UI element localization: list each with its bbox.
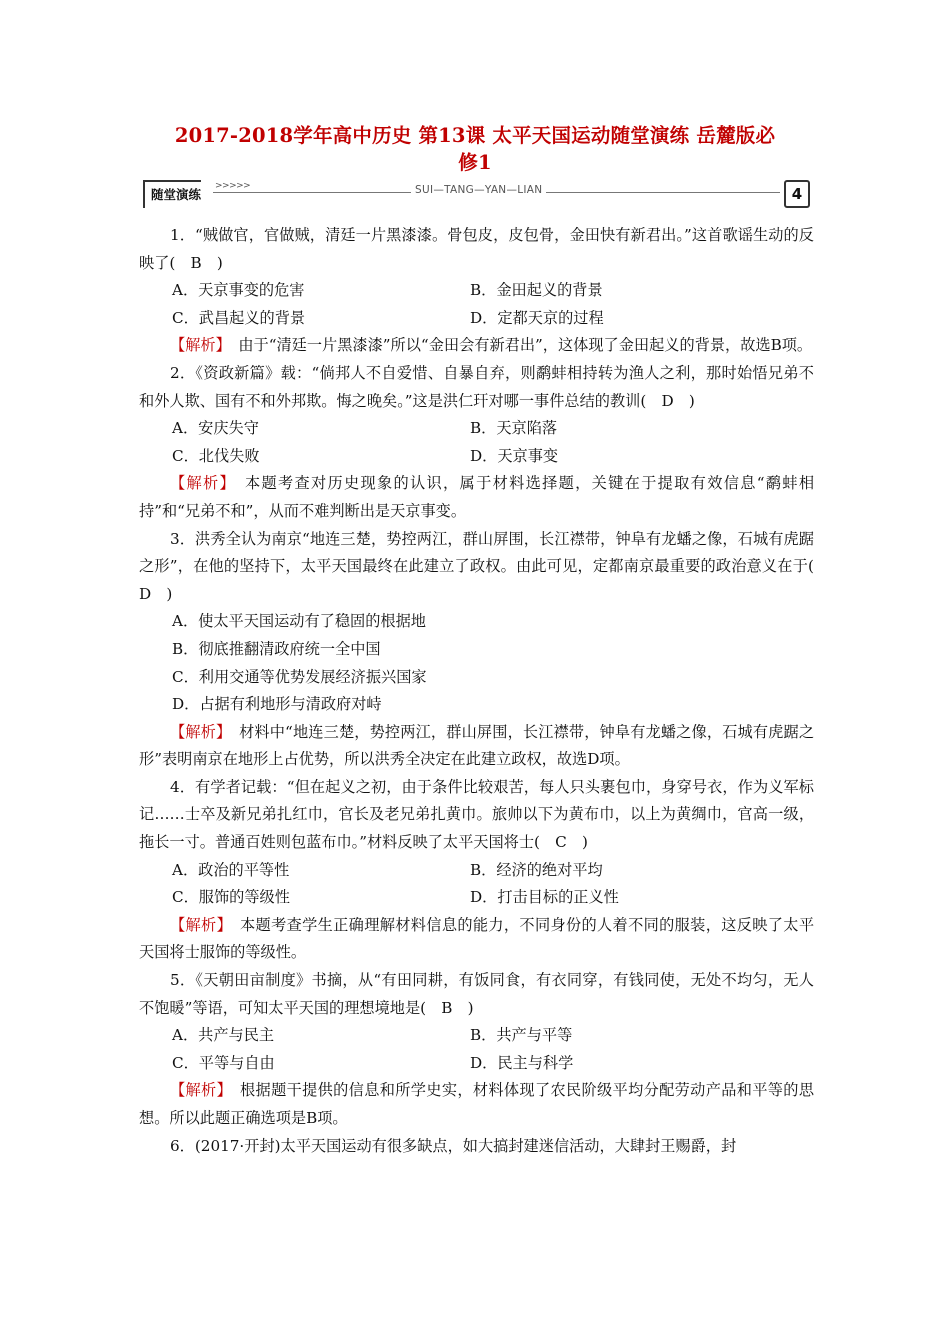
question-5-options-row-2	[139, 1050, 814, 1078]
question-4-options-row-2	[139, 884, 814, 912]
explanation-tag: 【解析】	[170, 474, 229, 493]
option-a: A．共产与民主	[172, 1026, 275, 1045]
question-2-stem: 2．《资政新篇》载：“倘邦人不自爱惜、自暴自弃，则鹬蚌相持转为渔人之利，那时始悟兄弟不和外人欺、国有不和外邦欺。悔之晚矣。”这是洪仁玕对哪一事件总结的教训( D )	[139, 363, 814, 410]
question-1-explanation	[139, 332, 814, 360]
explanation-text: 本题考查对历史现象的认识，属于材料选择题，关键在于提取有效信息“鹬蚌相持”和“兄弟不和”，从而不难判断出是天京事变。	[139, 474, 815, 520]
question-2-explanation	[139, 470, 814, 525]
explanation-text: 由于“清廷一片黑漆漆”所以“金田会有新君出”，这体现了金田起义的背景，故选B项。	[238, 336, 813, 355]
question-1-options-row-2	[139, 305, 814, 333]
document-title	[100, 122, 850, 176]
option-b: B．彻底推翻清政府统一全中国	[172, 639, 381, 658]
question-1-stem: 1．“贼做官，官做贼，清廷一片黑漆漆。骨包皮，皮包骨，金田快有新君出。”这首歌谣生动的反映了( B )	[139, 226, 814, 272]
banner-pinyin: SUI—TANG—YAN—LIAN	[411, 184, 546, 196]
title-line-1: 2017-2018学年高中历史 第13课 太平天国运动随堂演练 岳麓版必	[174, 124, 776, 147]
option-b: B．天京陷落	[470, 419, 558, 438]
question-6-stem: 6．(2017·开封)太平天国运动有很多缺点，如大搞封建迷信活动，大肆封王赐爵，封	[170, 1136, 737, 1155]
question-4-stem: 4．有学者记载：“但在起义之初，由于条件比较艰苦，每人只头裹包巾，身穿号衣，作为义军标记……士卒及新兄弟扎红巾，官长及老兄弟扎黄巾。旅帅以下为黄布巾，以上为黄绸巾，官高一级，拖长一寸。普通百姓则包蓝布巾。”材料反映了太平天国将士( C )	[139, 777, 814, 852]
banner-label-box	[143, 180, 201, 208]
section-banner	[143, 180, 810, 210]
option-c: C．武昌起义的背景	[172, 308, 306, 327]
question-list	[139, 222, 830, 1160]
option-d: D．占据有利地形与清政府对峙	[172, 695, 382, 714]
option-d: D．打击目标的正义性	[470, 888, 619, 907]
banner-label: 随堂演练	[151, 187, 202, 202]
explanation-tag: 【解析】	[170, 1081, 225, 1100]
option-a: A．天京事变的危害	[172, 281, 305, 300]
explanation-text: 本题考查学生正确理解材料信息的能力，不同身份的人着不同的服装，这反映了太平天国将士服饰的等级性。	[139, 915, 815, 962]
question-4-options-row-1	[139, 857, 814, 885]
option-a: A．使太平天国运动有了稳固的根据地	[172, 612, 426, 631]
question-5-explanation	[139, 1077, 814, 1132]
explanation-tag: 【解析】	[170, 915, 225, 934]
option-c: C．平等与自由	[172, 1053, 275, 1072]
option-c: C．利用交通等优势发展经济振兴国家	[172, 667, 427, 686]
title-line-2: 修1	[458, 151, 492, 174]
option-b: B．共产与平等	[470, 1026, 573, 1045]
option-b: B．经济的绝对平均	[470, 860, 603, 879]
explanation-text: 根据题干提供的信息和所学史实，材料体现了农民阶级平均分配劳动产品和平等的思想。所以此题正确选项是B项。	[139, 1081, 815, 1127]
banner-number-badge: 4	[784, 180, 810, 208]
option-a: A．安庆失守	[172, 419, 259, 438]
question-5-options-row-1	[139, 1022, 814, 1050]
question-2-options-row-2	[139, 443, 814, 471]
option-c: C．服饰的等级性	[172, 888, 290, 907]
option-a: A．政治的平等性	[172, 860, 290, 879]
option-d: D．民主与科学	[470, 1053, 574, 1072]
banner-arrows-icon: >>>>>	[215, 181, 251, 191]
option-d: D．天京事变	[470, 446, 559, 465]
question-3-stem: 3．洪秀全认为南京“地连三楚，势控两江，群山屏围，长江襟带，钟阜有龙蟠之像，石城有虎踞之形”，在他的坚持下，太平天国最终在此建立了政权。由此可见，定都南京最重要的政治意义在于( D )	[139, 529, 830, 603]
option-b: B．金田起义的背景	[470, 281, 603, 300]
question-3-explanation	[139, 719, 814, 774]
question-2-options-row-1	[139, 415, 814, 443]
question-1-options-row-1	[139, 277, 814, 305]
explanation-tag: 【解析】	[170, 336, 224, 355]
question-5-stem: 5．《天朝田亩制度》书摘，从“有田同耕，有饭同食，有衣同穿，有钱同使，无处不均匀，无人不饱暖”等语，可知太平天国的理想境地是( B )	[139, 971, 814, 1017]
option-c: C．北伐失败	[172, 446, 260, 465]
explanation-tag: 【解析】	[170, 722, 224, 741]
option-d: D．定都天京的过程	[470, 308, 604, 327]
question-4-explanation	[139, 912, 814, 967]
explanation-text: 材料中“地连三楚，势控两江，群山屏围，长江襟带，钟阜有龙蟠之像，石城有虎踞之形”表明南京在地形上占优势，所以洪秀全决定在此建立政权，故选D项。	[139, 722, 815, 769]
